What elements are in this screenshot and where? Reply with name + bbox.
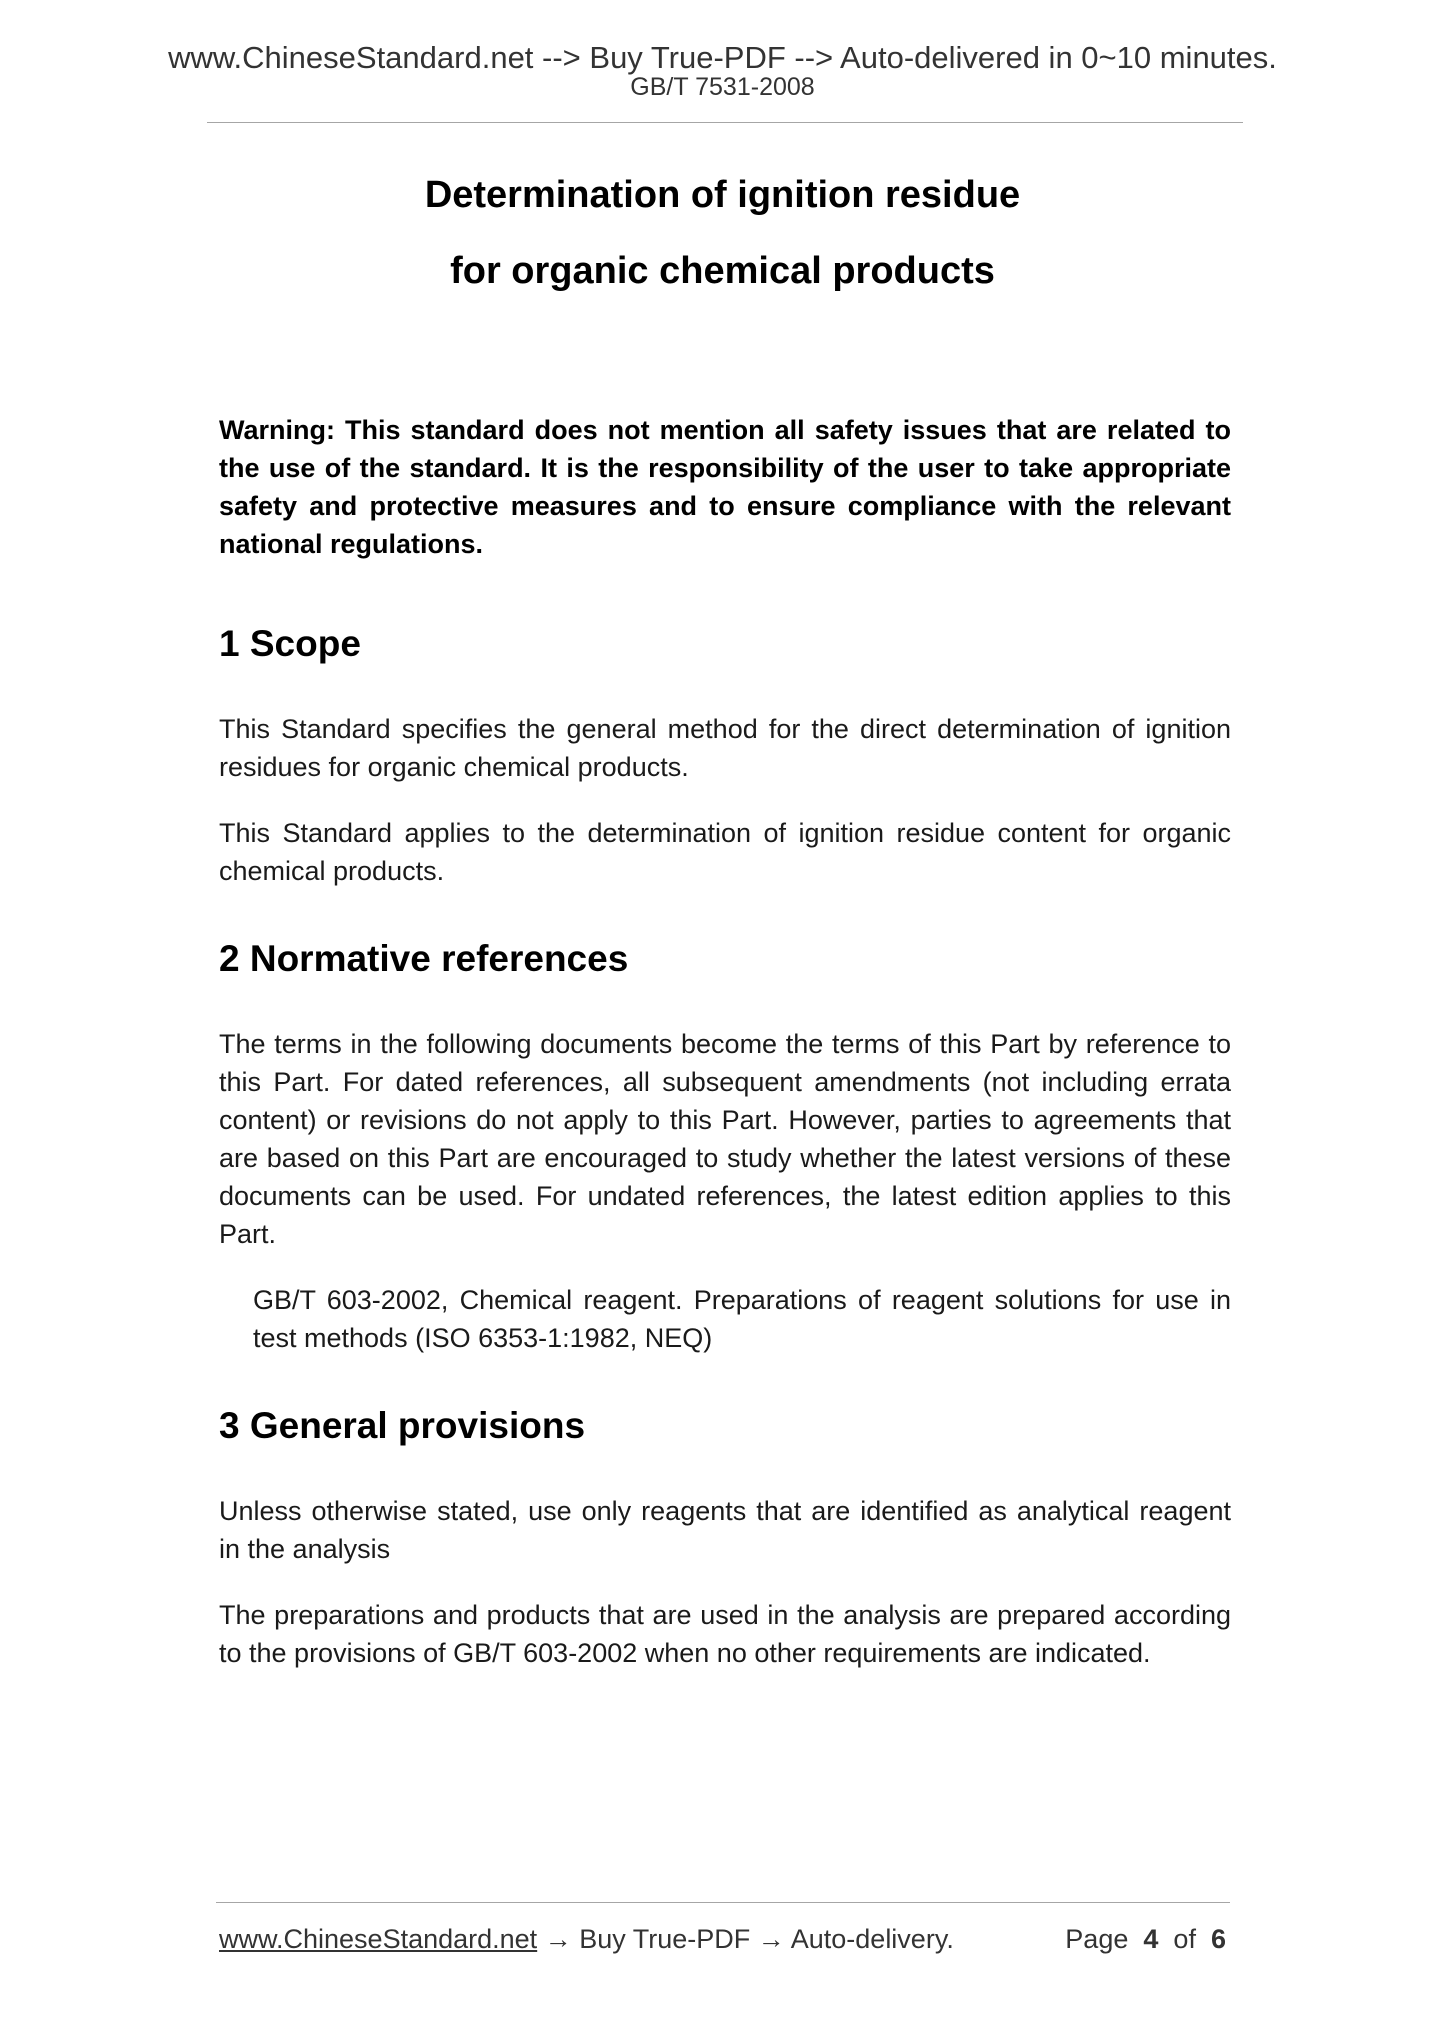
footer-promo-tail: → Buy True-PDF → Auto-delivery. xyxy=(537,1924,954,1954)
document-title-line-1: Determination of ignition residue xyxy=(424,174,1021,216)
page-label: Page xyxy=(1065,1924,1129,1954)
footer-divider xyxy=(216,1902,1230,1903)
footer-promo xyxy=(219,1923,954,1955)
scope-paragraph-2: This Standard applies to the determination of ignition residue content for organic chemical products. xyxy=(219,818,1231,886)
general-paragraph-1: Unless otherwise stated, use only reagents that are identified as analytical reagent in the analysis xyxy=(219,1496,1231,1564)
general-paragraph-2: The preparations and products that are used in the analysis are prepared according to the provisions of GB/T 603-2002 when no other requirements are indicated. xyxy=(219,1600,1231,1668)
header-divider xyxy=(207,122,1243,123)
normative-reference-item: GB/T 603-2002, Chemical reagent. Preparations of reagent solutions for use in test methods (ISO 6353-1:1982, NEQ) xyxy=(253,1285,1231,1353)
document-title-line-2: for organic chemical products xyxy=(450,250,995,292)
page-total: 6 xyxy=(1210,1924,1226,1954)
section-heading-general-provisions: 3 General provisions xyxy=(219,1405,586,1446)
scope-paragraph-1: This Standard specifies the general method for the direct determination of ignition residues for organic chemical products. xyxy=(219,714,1231,782)
footer-website-link[interactable]: www.ChineseStandard.net xyxy=(219,1924,538,1954)
document-body xyxy=(219,411,1231,1672)
standard-code: GB/T 7531-2008 xyxy=(630,73,815,101)
page-number xyxy=(1065,1923,1226,1955)
section-heading-scope: 1 Scope xyxy=(219,623,361,664)
section-heading-normative-references: 2 Normative references xyxy=(219,938,629,979)
header-banner: www.ChineseStandard.net --> Buy True-PDF --> Auto-delivered in 0~10 minutes. xyxy=(168,40,1277,75)
page-of-label: of xyxy=(1173,1924,1196,1954)
normative-paragraph-1: The terms in the following documents become the terms of this Part by reference to this Part. For dated references, all subsequent amendments (not including errata content) or revisions do not apply to this Part. However, parties to agreements that are based on this Part are encouraged to study whether the latest versions of these documents can be used. For undated references, the latest edition applies to this Part. xyxy=(219,1029,1231,1249)
safety-warning: Warning: This standard does not mention all safety issues that are related to the use of the standard. It is the responsibility of the user to take appropriate safety and protective measures and to ensure compliance with the relevant national regulations. xyxy=(219,415,1231,559)
page-current: 4 xyxy=(1143,1924,1159,1954)
